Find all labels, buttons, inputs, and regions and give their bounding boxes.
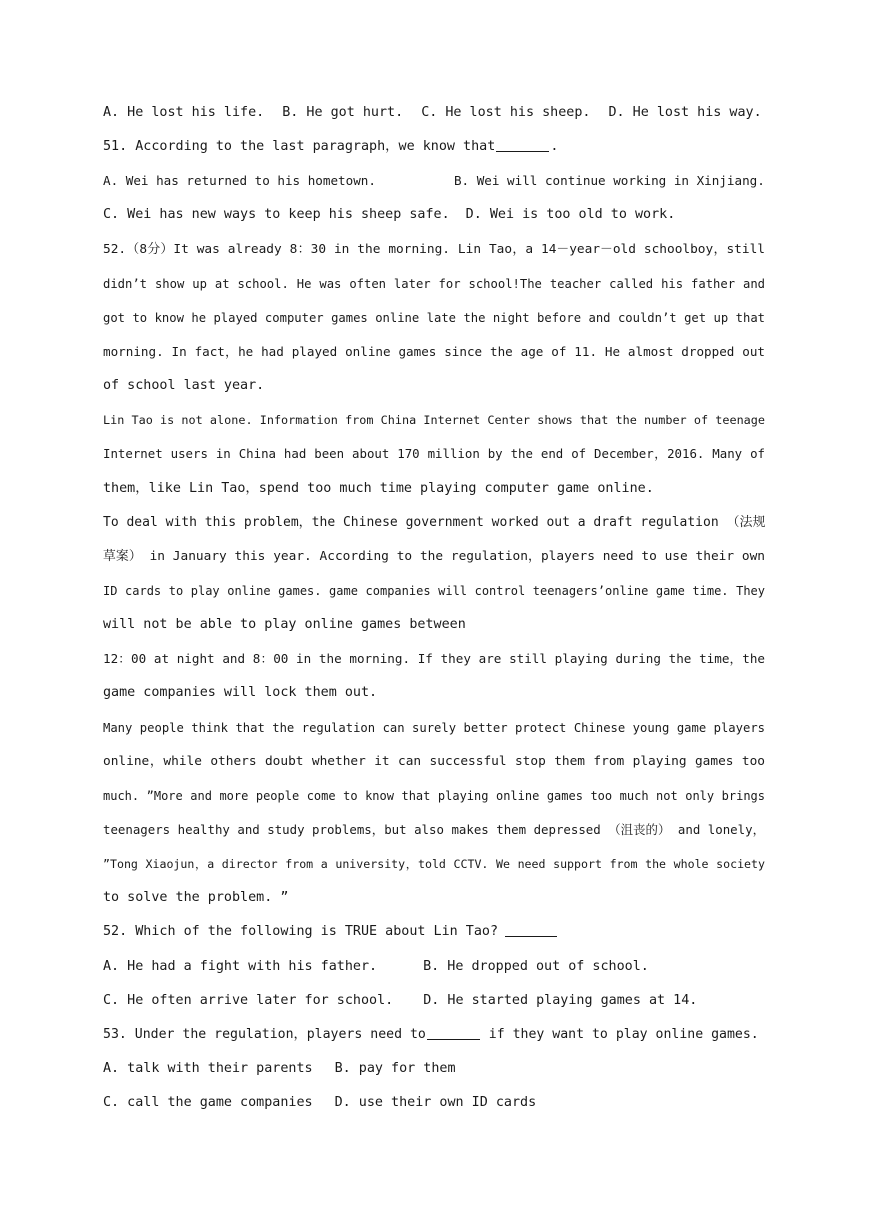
q53-stem: 53. Under the regulation，players need to if they want to play online games. [103, 1026, 759, 1042]
q53-option-c: C. call the game companies [103, 1095, 313, 1111]
answer-blank [427, 1025, 480, 1040]
q50-option-c: C. He lost his sheep. [421, 105, 591, 120]
answer-blank [496, 137, 549, 152]
passage-line: of school last year. [103, 378, 265, 394]
q52-option-a: A. He had a fight with his father. [103, 958, 378, 974]
answer-blank [505, 922, 557, 937]
passage-line: will not be able to play online games between [103, 617, 466, 633]
q53-option-b: B. pay for them [334, 1060, 456, 1076]
q53-options-ab [103, 1052, 765, 1086]
passage-line: To deal with this problem，the Chinese government worked out a draft regulation （法规 [103, 514, 765, 530]
passage-line: ”Tong Xiaojun，a director from a university，told CCTV. We need support from the whole society [103, 857, 765, 872]
q51-option-b: B. Wei will continue working in Xinjiang. [453, 173, 765, 189]
q53-options-cd [103, 1086, 765, 1120]
q52-stem: 52. Which of the following is TRUE about Lin Tao? [103, 915, 765, 949]
passage-line: Internet users in China had been about 170 million by the end of December，2016. Many of [103, 446, 765, 462]
passage-line: to solve the problem. ” [103, 890, 289, 906]
q51-options-cd [103, 198, 765, 232]
q52-option-b: B. He dropped out of school. [423, 958, 649, 974]
passage-line: much. ”More and more people come to know that playing online games too much not only brings [103, 788, 765, 803]
q50-option-d: D. He lost his way. [608, 105, 762, 120]
q52-option-d: D. He started playing games at 14. [423, 992, 698, 1008]
passage-line: got to know he played computer games online late the night before and couldn’t get up that [103, 310, 765, 325]
passage-line: 草案） in January this year. According to the regulation，players need to use their own [103, 548, 765, 564]
q51-options-ab [103, 164, 765, 198]
passage-line: 52.（8分）It was already 8：30 in the morning. Lin Tao，a 14－year－old schoolboy，still [103, 241, 765, 257]
q52-options-cd [103, 984, 765, 1018]
q51-option-c: C. Wei has new ways to keep his sheep safe. [103, 207, 450, 223]
q50-options [103, 96, 765, 130]
passage-line: morning. In fact，he had played online games since the age of 11. He almost dropped out [103, 343, 765, 359]
passage-line: Many people think that the regulation can surely better protect Chinese young game players [103, 720, 765, 735]
exam-page [103, 96, 765, 1120]
q50-option-a: A. He lost his life. [103, 105, 265, 120]
q51-stem: 51. According to the last paragraph，we know that . [103, 139, 559, 155]
q53-option-d: D. use their own ID cards [334, 1095, 537, 1111]
passage-line: them，like Lin Tao，spend too much time playing computer game online. [103, 480, 654, 496]
q50-option-b: B. He got hurt. [282, 105, 404, 120]
passage-line: online，while others doubt whether it can successful stop them from playing games too [103, 753, 765, 769]
passage-line: didn’t show up at school. He was often later for school!The teacher called his father and [103, 276, 765, 291]
passage-line: game companies will lock them out. [103, 685, 378, 701]
passage-line: 12：00 at night and 8：00 in the morning. If they are still playing during the time，the [103, 651, 765, 667]
passage-line: teenagers healthy and study problems，but also makes them depressed （沮丧的） and lonely， [103, 821, 765, 837]
q51-option-d: D. Wei is too old to work. [465, 207, 676, 223]
passage-line: ID cards to play online games. game companies will control teenagers’online game time. They [103, 583, 765, 598]
passage-line: Lin Tao is not alone. Information from China Internet Center shows that the number of teenage [103, 413, 765, 428]
q52-option-c: C. He often arrive later for school. [103, 992, 394, 1008]
reading-passage [103, 233, 765, 916]
q53-option-a: A. talk with their parents [103, 1060, 313, 1076]
q51-option-a: A. Wei has returned to his hometown. [103, 173, 376, 189]
q52-options-ab [103, 950, 765, 984]
